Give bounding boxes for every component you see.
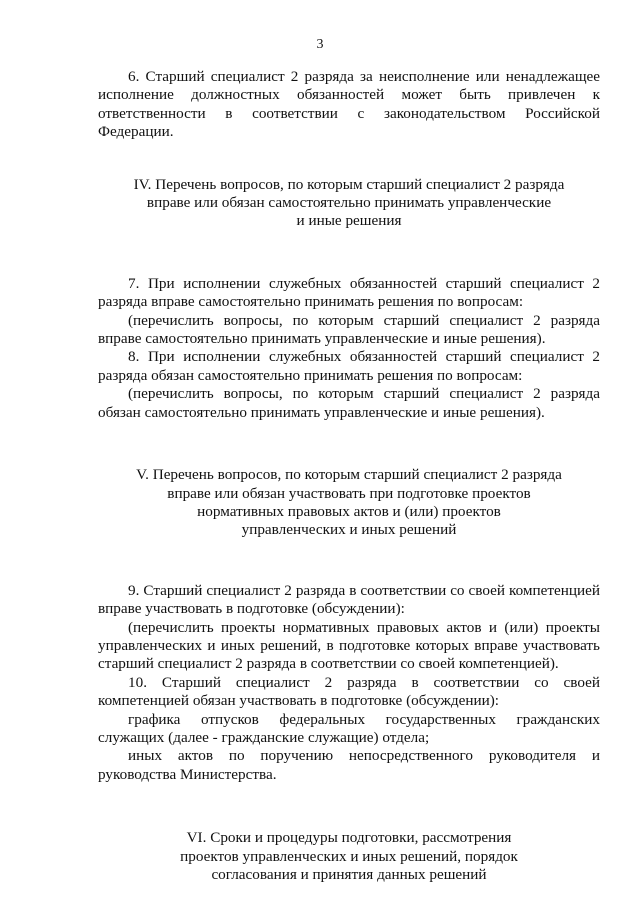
paragraph-7-note: (перечислить вопросы, по которым старший специалист 2 разряда вправе самостоятельно принимать управленческие и иные решения). [98, 311, 600, 348]
paragraph-10-item: графика отпусков федеральных государственных гражданских служащих (далее - гражданские служащие) отдела; [98, 710, 600, 746]
document-body [98, 68, 600, 884]
section-5-heading-line: V. Перечень вопросов, по которым старший специалист 2 разряда [136, 466, 562, 484]
section-6-heading [98, 829, 600, 884]
paragraph-9: 9. Старший специалист 2 разряда в соответствии со своей компетенцией вправе участвовать в подготовке (обсуждении): [98, 581, 600, 618]
paragraph-9-note: (перечислить проекты нормативных правовых актов и (или) проекты управленческих и иных решений, в подготовке которых вправе участвовать старший специалист 2 разряда в соответствии со своей компетенцией). [98, 618, 600, 673]
section-5-heading [98, 466, 600, 540]
section-6-heading-line: согласования и принятия данных решений [211, 866, 487, 883]
paragraph-10: 10. Старший специалист 2 разряда в соответствии со своей компетенцией обязан участвовать в подготовке (обсуждении): [98, 673, 600, 710]
paragraph-6: 6. Старший специалист 2 разряда за неисполнение или ненадлежащее исполнение должностных обязанностей может быть привлечен к ответственности в соответствии с законодательством Российской Федерации. [98, 68, 600, 141]
section-4-heading-line: IV. Перечень вопросов, по которым старший специалист 2 разряда [133, 175, 565, 193]
section-5-heading-line: управленческих и иных решений [241, 521, 457, 539]
section-4-heading [98, 176, 600, 231]
paragraph-8-note: (перечислить вопросы, по которым старший специалист 2 разряда обязан самостоятельно принимать управленческие и иные решения). [98, 385, 600, 421]
paragraph-10-item: иных актов по поручению непосредственного руководителя и руководства Министерства. [98, 747, 600, 783]
section-5-heading-line: нормативных правовых актов и (или) проектов [197, 502, 501, 520]
paragraph-8: 8. При исполнении служебных обязанностей старший специалист 2 разряда обязан самостоятельно принимать решения по вопросам: [98, 348, 600, 384]
section-4-heading-line: и иные решения [296, 212, 402, 230]
section-5-heading-line: вправе или обязан участвовать при подготовке проектов [167, 484, 531, 502]
section-4-heading-line: вправе или обязан самостоятельно принимать управленческие [146, 194, 552, 212]
page-number: 3 [316, 37, 324, 52]
section-6-heading-line: VI. Сроки и процедуры подготовки, рассмотрения [186, 829, 512, 847]
section-6-heading-line: проектов управленческих и иных решений, порядок [180, 847, 518, 865]
paragraph-7: 7. При исполнении служебных обязанностей старший специалист 2 разряда вправе самостоятельно принимать решения по вопросам: [98, 274, 600, 311]
